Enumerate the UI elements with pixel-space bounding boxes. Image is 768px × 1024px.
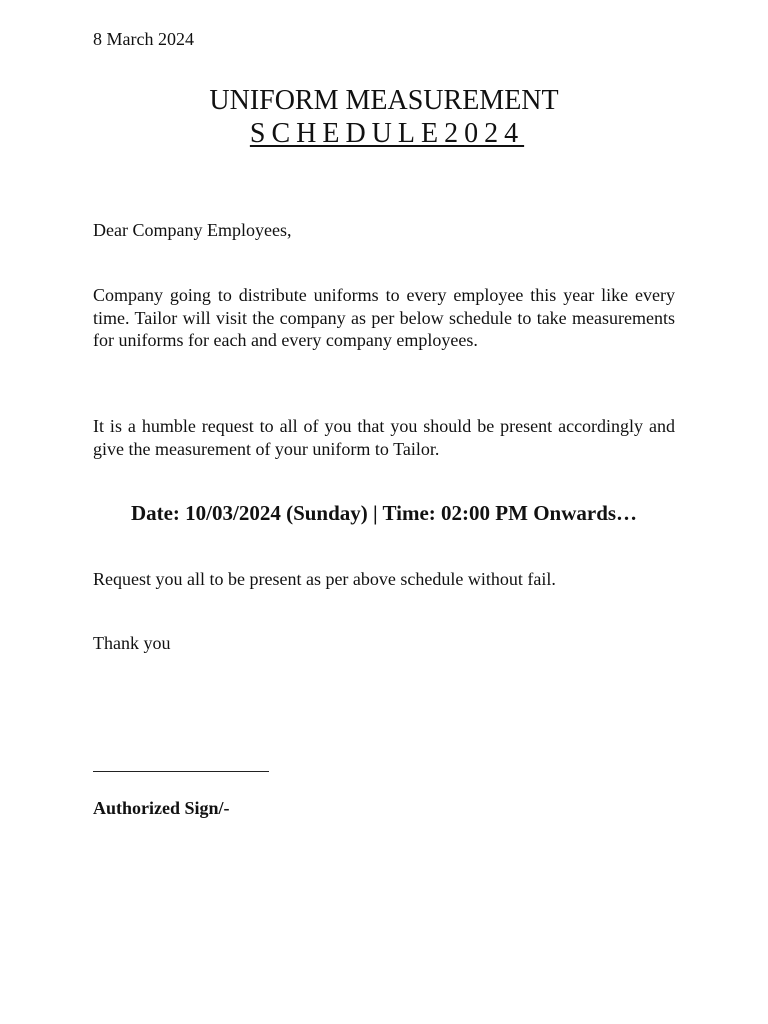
closing-line: Thank you (93, 633, 171, 653)
letter-title (0, 84, 768, 150)
title-line-1: UNIFORM MEASUREMENT (209, 85, 559, 116)
letter-date: 8 March 2024 (93, 29, 194, 49)
body-paragraph-1: Company going to distribute uniforms to every employee this year like every time. Tailor will visit the company as per below schedule to take measurements for uniforms for each and every company employees. (93, 285, 675, 350)
title-line-2: SCHEDULE2024 (249, 118, 525, 149)
salutation: Dear Company Employees, (93, 220, 292, 240)
signature-line (93, 771, 269, 772)
signature-label: Authorized Sign/- (93, 798, 230, 818)
body-paragraph-2: It is a humble request to all of you that you should be present accordingly and give the measurement of your uniform to Tailor. (93, 416, 675, 459)
request-line: Request you all to be present as per above schedule without fail. (93, 569, 556, 589)
schedule-line: Date: 10/03/2024 (Sunday) | Time: 02:00 PM Onwards… (130, 501, 638, 525)
